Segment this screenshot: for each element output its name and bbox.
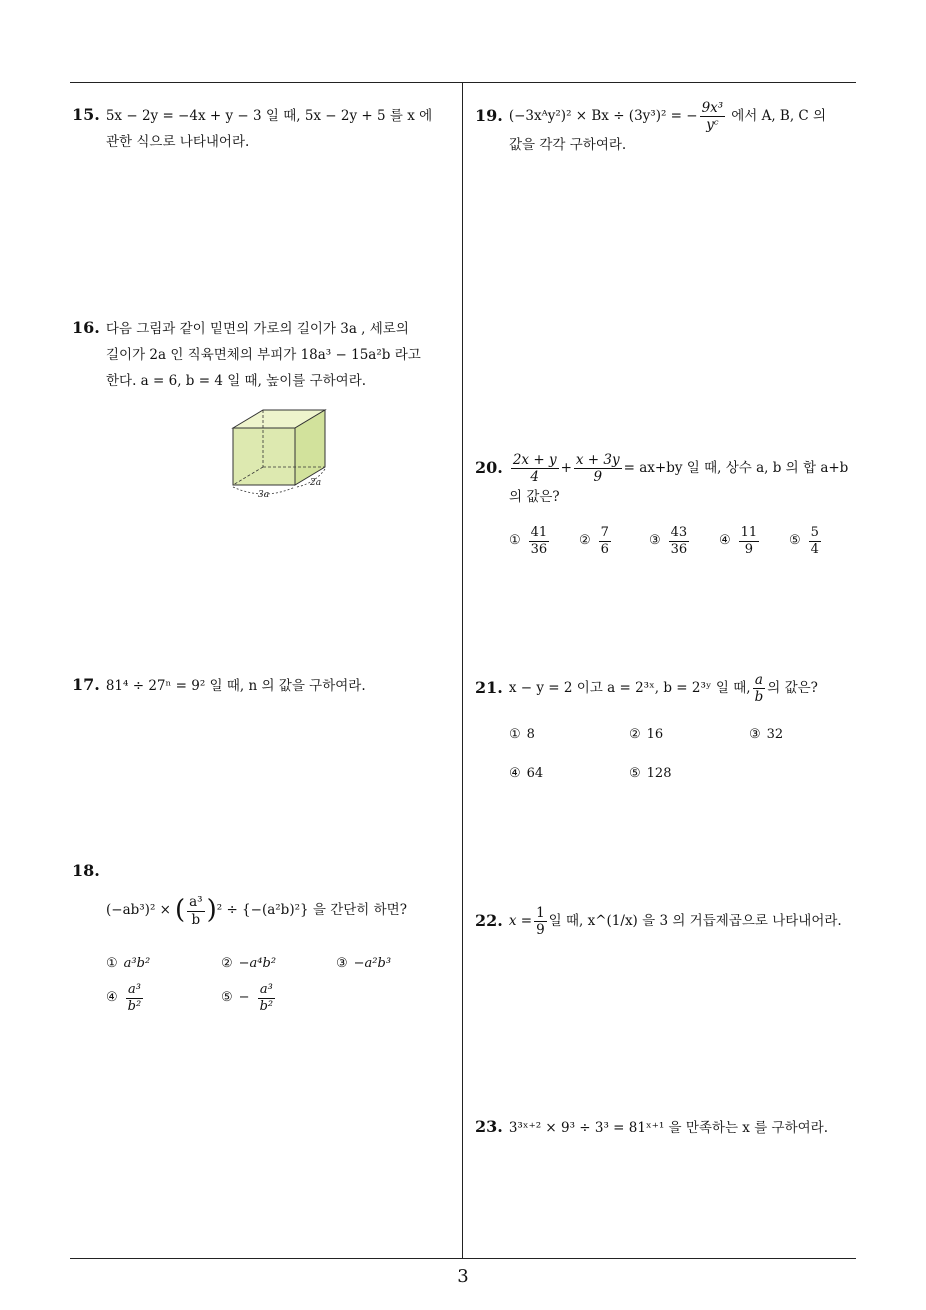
question-text: 다음 그림과 같이 밑면의 가로의 길이가 3a , 세로의 — [105, 321, 409, 337]
question-text: 5x − 2y = −4x + y − 3 일 때, 5x − 2y + 5 를 x 에 — [105, 108, 433, 124]
choice-4[interactable]: ④ 64 — [509, 766, 544, 782]
numerator: a³ — [189, 894, 203, 911]
question-number: 21. — [475, 678, 503, 698]
fraction — [187, 894, 204, 927]
expression: (−3xᴬy²)² × Bx ÷ (3y³)² = − — [508, 107, 698, 124]
question-17 — [72, 670, 457, 700]
question-18 — [72, 856, 457, 1015]
question-number: 16. — [72, 318, 100, 337]
choice-3[interactable]: ③ 32 — [749, 727, 784, 743]
question-text: 일 때, x^(1/x) 을 3 의 거듭제곱으로 나타내어라. — [548, 912, 842, 929]
answer-choices — [475, 723, 869, 786]
question-15 — [72, 100, 457, 156]
choice-1[interactable]: ① 8 — [509, 727, 535, 743]
question-text-line2: 의 값은? — [509, 489, 560, 506]
choice-4[interactable]: ④ $\frac{11}{9}$ — [719, 525, 758, 557]
expression-part-1: (−ab³)² × — [106, 902, 171, 919]
denominator: yᶜ — [706, 117, 719, 134]
question-number: 17. — [72, 675, 100, 694]
question-text-line2: 관한 식으로 나타내어라. — [106, 134, 250, 151]
answer-choices — [475, 525, 870, 557]
question-number: 20. — [475, 458, 503, 478]
fraction: $\frac{1}{9}$ — [536, 905, 545, 939]
paren-right: ) — [206, 895, 217, 926]
plus-sign: + — [560, 459, 572, 476]
question-16 — [72, 313, 457, 395]
fraction: $\frac{a}{b}$ — [754, 672, 764, 706]
question-number: 18. — [72, 861, 100, 880]
choice-4[interactable]: ④ $\frac{\text{a³}}{\text{b²}}$ — [106, 982, 142, 1015]
choice-5[interactable]: ⑤ $\frac{5}{4}$ — [789, 525, 819, 557]
bottom-rule — [70, 1258, 856, 1259]
choice-5[interactable]: ⑤ − $\frac{\text{a³}}{\text{b²}}$ — [221, 982, 274, 1015]
question-number: 22. — [475, 911, 503, 931]
question-text: 81⁴ ÷ 27ⁿ = 9² 일 때, n 의 값을 구하여라. — [105, 678, 366, 694]
top-rule — [70, 82, 856, 83]
page-number: 3 — [457, 1266, 469, 1287]
expression: x = — [508, 912, 533, 929]
fraction-1: $\frac{2x + y}{4}$ — [512, 452, 557, 486]
figure-label-width: 3a — [258, 490, 270, 500]
question-23 — [475, 1112, 870, 1142]
choice-1[interactable]: ① a³b² — [106, 955, 151, 971]
choice-3[interactable]: ③ −a²b³ — [336, 955, 392, 971]
expression: x − y = 2 이고 a = 2³ˣ, b = 2³ʸ 일 때, — [508, 679, 751, 696]
question-text-line2: 값을 각각 구하여라. — [509, 137, 627, 154]
question-number: 23. — [475, 1117, 503, 1136]
figure-label-depth: 2a — [310, 478, 322, 488]
paren-left: ( — [174, 895, 186, 926]
question-number: 15. — [72, 105, 100, 124]
choice-3[interactable]: ③ $\frac{43}{36}$ — [649, 525, 688, 557]
denominator: b — [191, 911, 201, 928]
fraction-2: $\frac{x + 3y}{9}$ — [575, 452, 620, 486]
question-text: 의 값은? — [767, 679, 818, 696]
choice-1[interactable]: ① $\frac{41}{36}$ — [509, 525, 548, 557]
question-22 — [475, 905, 870, 938]
question-text-line2: 길이가 2a 인 직육면체의 부피가 18a³ − 15a²b 라고 — [106, 347, 421, 364]
question-text: 에서 A, B, C 의 — [731, 107, 827, 124]
question-20 — [475, 452, 870, 557]
choice-5[interactable]: ⑤ 128 — [629, 766, 672, 782]
question-21 — [475, 672, 870, 787]
question-number: 19. — [475, 106, 503, 126]
numerator: 9x³ — [701, 100, 724, 116]
question-19 — [475, 100, 860, 159]
question-text: = ax+by 일 때, 상수 a, b 의 합 a+b — [623, 459, 849, 476]
choice-2[interactable]: ② $\frac{7}{6}$ — [579, 525, 609, 557]
expression-part-2: ² ÷ {−(a²b)²} 을 간단히 하면? — [216, 902, 407, 919]
fraction — [700, 100, 726, 133]
column-divider — [462, 82, 463, 1258]
choice-2[interactable]: ② −a⁴b² — [221, 955, 277, 971]
question-text: 3³ˣ⁺² × 9³ ÷ 3³ = 81ˣ⁺¹ 을 만족하는 x 를 구하여라. — [508, 1120, 828, 1136]
question-text-line3: 한다. a = 6, b = 4 일 때, 높이를 구하여라. — [106, 373, 367, 390]
choice-2[interactable]: ② 16 — [629, 727, 664, 743]
answer-choices — [72, 952, 456, 1015]
cuboid-figure — [225, 405, 340, 500]
